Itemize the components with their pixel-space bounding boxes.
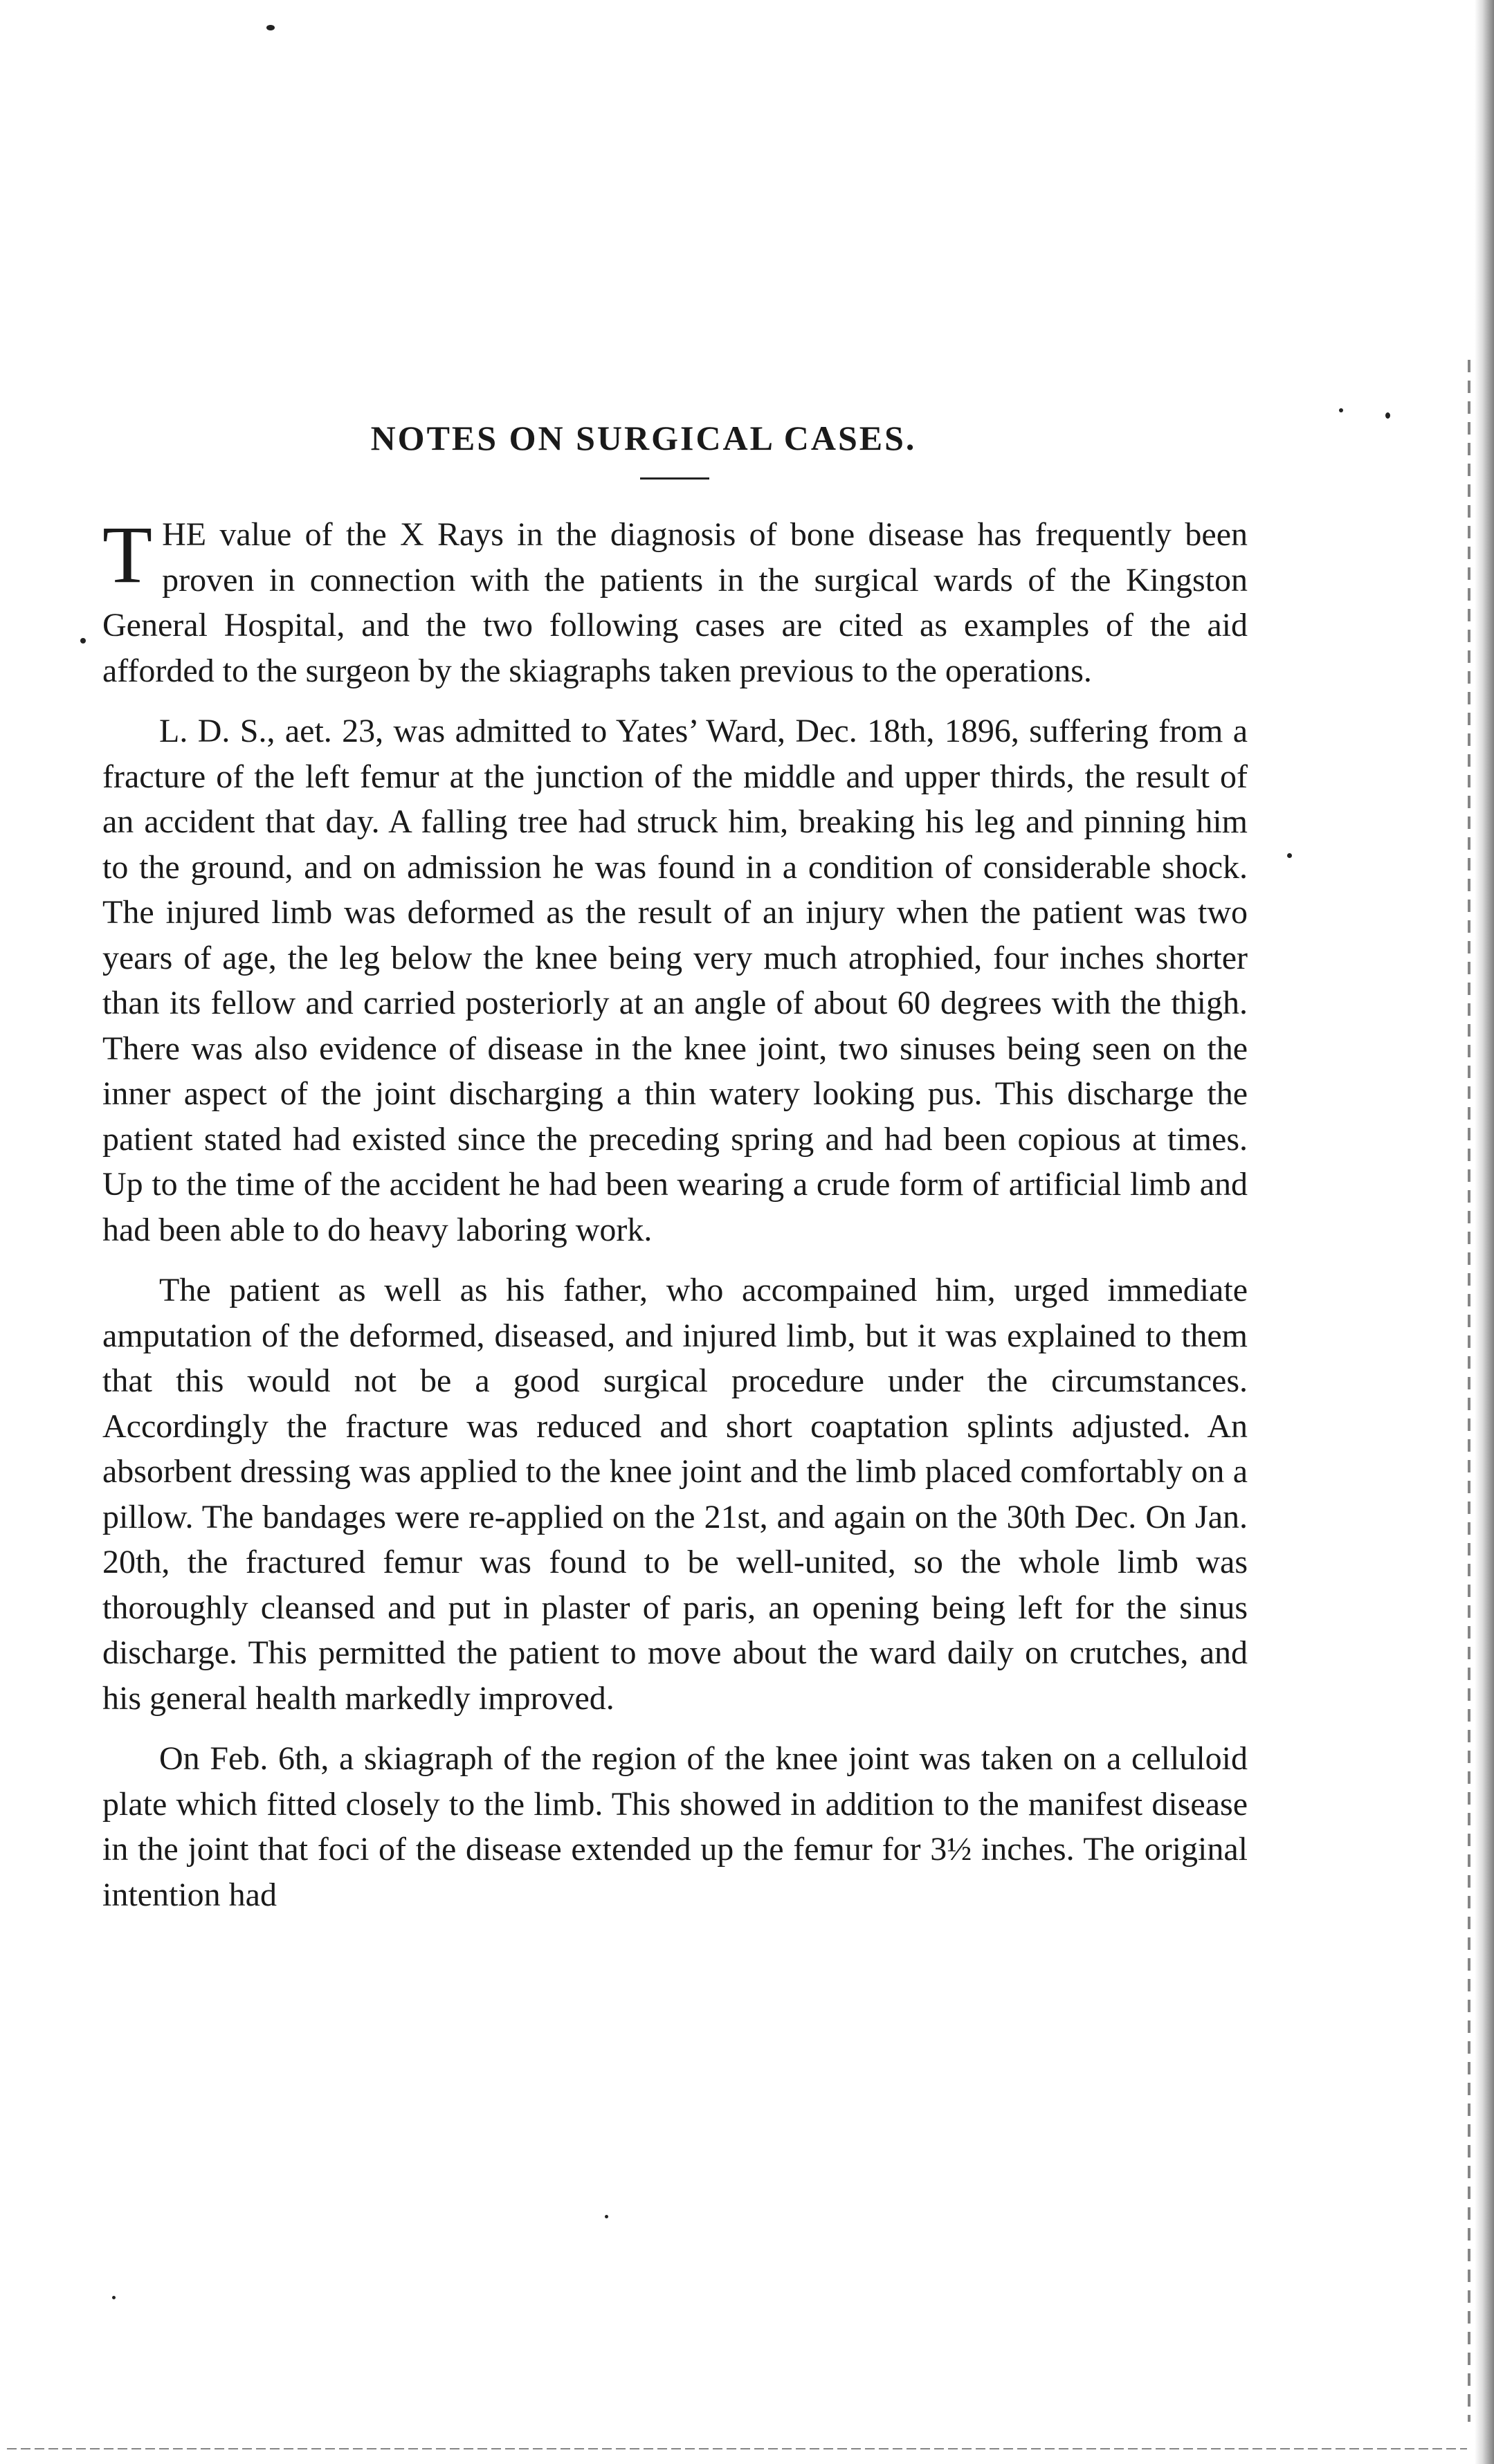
- page-title: NOTES ON SURGICAL CASES.: [370, 418, 917, 457]
- scan-speck: [266, 25, 275, 30]
- title-rule: [640, 477, 709, 480]
- body-text: [102, 509, 1248, 1933]
- scan-speck: [112, 2296, 116, 2299]
- paragraph: The patient as well as his father, who accompained him, urged immediate amputation of the deformed, diseased, and injured limb, but it was explained to them that this would not be a good surgical procedure under the circumstances. Accordingly the fracture was reduced and short coaptation splints adjusted. An absorbent dressing was applied to the knee joint and the limb placed comfortably on a pillow. The bandages were re-applied on the 21st, and again on the 30th Dec. On Jan. 20th, the fractured femur was found to be well-united, so the whole limb was thoroughly cleansed and put in plaster of paris, an opening being left for the sinus discharge. This permitted the patient to move about the ward daily on crutches, and his general health markedly improved.: [102, 1272, 1248, 1717]
- page-edge-binding: [1468, 360, 1470, 2422]
- paragraph: [102, 509, 1248, 693]
- paragraph: On Feb. 6th, a skiagraph of the region of the knee joint was taken on a celluloid plate which fitted closely to the limb. This showed in addition to the manifest disease in the joint that foci of the disease extended up the femur for 3½ inches. The original intention had: [102, 1740, 1248, 1913]
- scan-speck: [605, 2215, 608, 2218]
- paragraph-text: HE value of the X Rays in the diagnosis of bone disease has frequently been proven in connection with the patients in the surgical wards of the Kingston General Hospital, and the two following cases are cited as examples of the aid afforded to the surgeon by the skiagraphs taken previous to the operations.: [102, 516, 1248, 689]
- page-edge-shadow: [1475, 0, 1494, 2464]
- scan-speck: [1287, 853, 1292, 858]
- paragraph: L. D. S., aet. 23, was admitted to Yates’ Ward, Dec. 18th, 1896, suffering from a fracture of the left femur at the junction of the middle and upper thirds, the result of an accident that day. A falling tree had struck him, breaking his leg and pinning him to the ground, and on admission he was found in a condition of considerable shock. The injured limb was deformed as the result of an injury when the patient was two years of age, the leg below the knee being very much atrophied, four inches shorter than its fellow and carried posteriorly at an angle of about 60 degrees with the thigh. There was also evidence of disease in the knee joint, two sinuses being seen on the inner aspect of the joint discharging a thin watery looking pus. This discharge the patient stated had existed since the preceding spring and had been copious at times. Up to the time of the accident he had been wearing a crude form of artificial limb and had been able to do heavy laboring work.: [102, 713, 1248, 1248]
- drop-cap: T: [102, 509, 153, 600]
- scan-speck: [1339, 408, 1343, 412]
- scan-speck: [1385, 412, 1390, 419]
- bottom-scan-edge: [7, 2448, 1467, 2449]
- scan-speck: [80, 638, 86, 644]
